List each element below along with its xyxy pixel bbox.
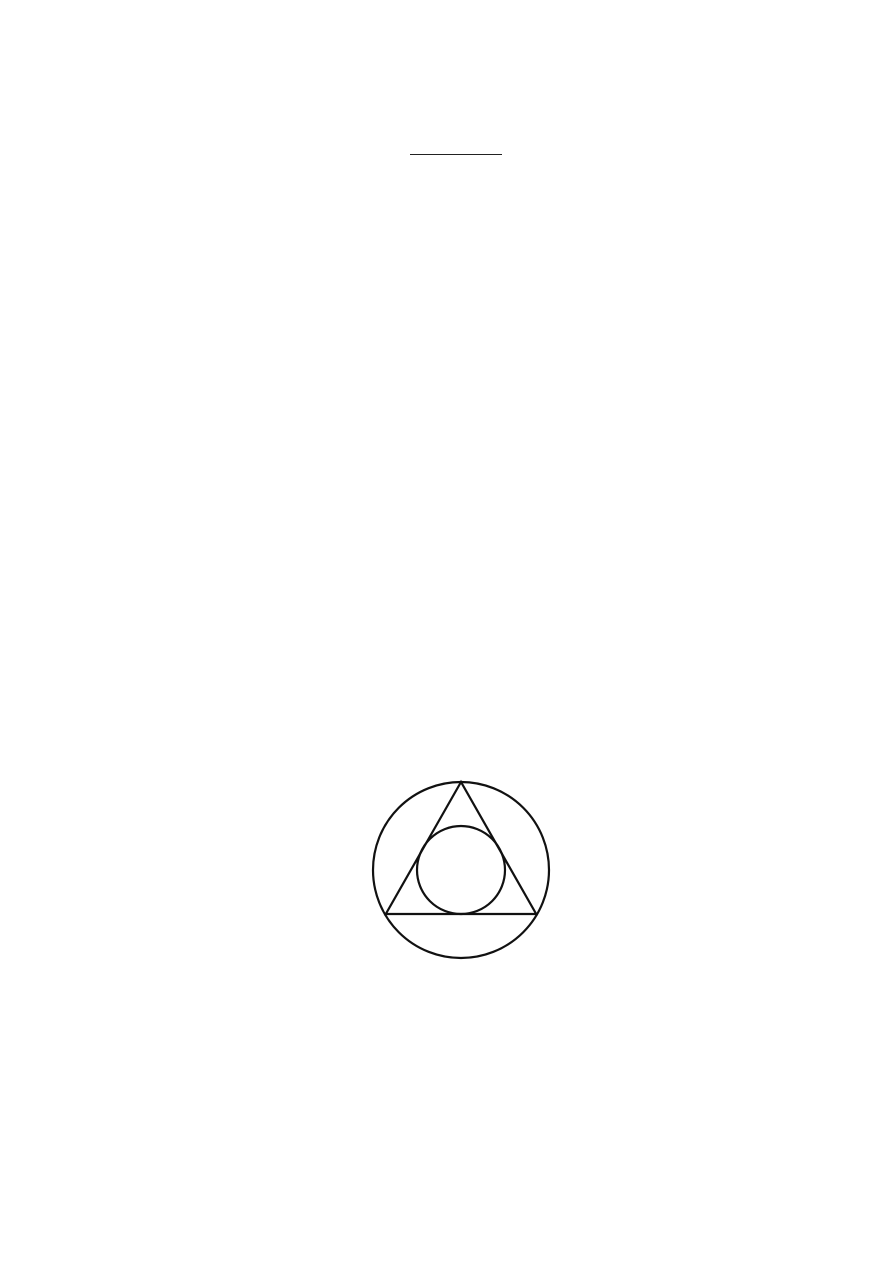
inner-circle bbox=[417, 826, 505, 914]
outer-circle bbox=[373, 782, 549, 958]
inscribed-triangle bbox=[386, 782, 536, 914]
geometric-figure bbox=[366, 770, 556, 965]
header-rule bbox=[410, 154, 502, 155]
